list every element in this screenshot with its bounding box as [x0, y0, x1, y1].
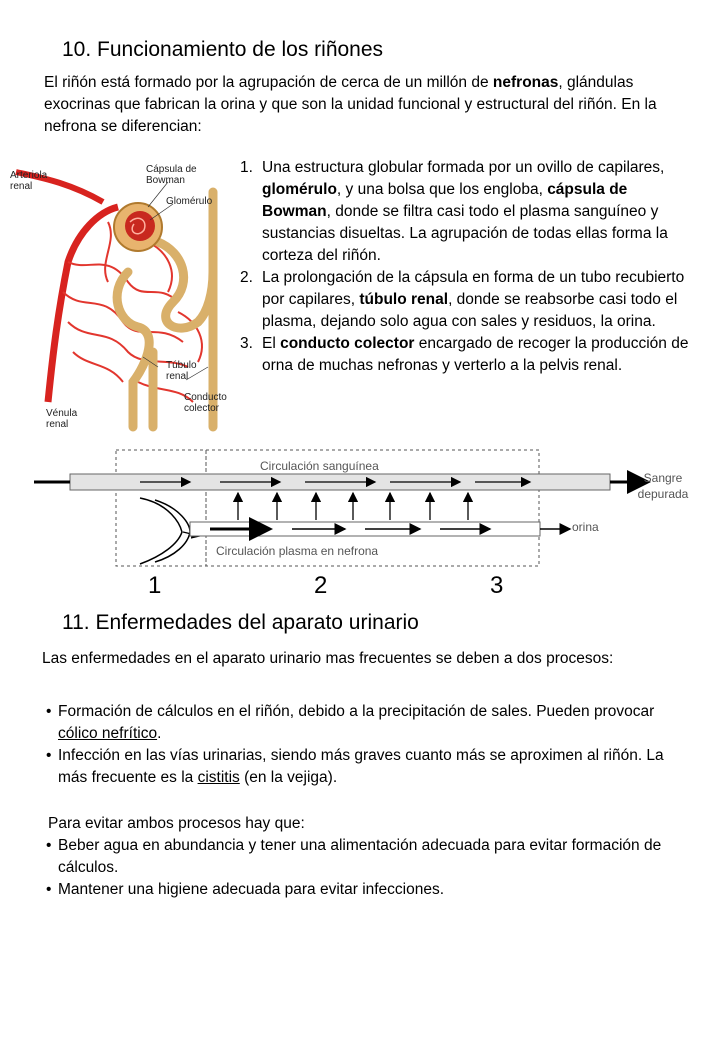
bullet-icon: • [46, 747, 52, 764]
nephron-parts-list [240, 157, 700, 377]
prevent-intro: Para evitar ambos procesos hay que: [48, 815, 305, 832]
item-text: Infección en las vías urinarias, siendo más graves cuanto más se aproximen al riñón. La más frecuente es la [58, 747, 664, 786]
item-text: Formación de cálculos en el riñón, debido a la precipitación de sales. Pueden provocar [58, 703, 655, 720]
label-capsula: Cápsula de Bowman [146, 164, 197, 186]
bullet-icon: • [46, 837, 52, 854]
prevention-list [46, 835, 686, 901]
item-bold: túbulo renal [359, 291, 449, 308]
nephron-drawing [8, 152, 238, 432]
item-text: Mantener una higiene adecuada para evitar infecciones. [58, 881, 445, 898]
label-sangre-depurada: Sangre depurada [637, 471, 689, 501]
list-item [46, 701, 686, 745]
label-venula: Vénula renal [46, 408, 78, 430]
bullet-icon: • [46, 703, 52, 720]
section-11-title: 11. Enfermedades del aparato urinario [62, 611, 419, 634]
label-circulacion-sanguinea: Circulación sanguínea [260, 459, 379, 473]
label-circulacion-plasma: Circulación plasma en nefrona [216, 544, 379, 558]
list-number: 1. [240, 159, 253, 176]
label-glomerulo: Glomérulo [166, 196, 213, 207]
intro-text-2: , glándulas exocrinas que fabrican la orina y que son la unidad funcional y estructural del riñón. En la nefrona se diferencian: [44, 74, 657, 135]
list-item [46, 835, 686, 879]
item-text: La prolongación de la cápsula en forma de un tubo recubierto por capilares, [262, 269, 685, 308]
intro-text: El riñón está formado por la agrupación de cerca de un millón de [44, 74, 493, 91]
item-text: , donde se filtra casi todo el plasma sanguíneo y sustancias disueltas. La agrupación de todas ellas forma la corteza del riñón. [262, 203, 668, 264]
item-text: encargado de recoger la producción de orna de muchas nefronas y verterlo a la pelvis renal. [262, 335, 689, 374]
list-item [46, 745, 686, 789]
list-item [240, 157, 700, 267]
disease-list [46, 701, 686, 789]
item-text: El [262, 335, 281, 352]
section-10-title: 10. Funcionamiento de los riñones [62, 38, 384, 61]
section-11-intro: Las enfermedades en el aparato urinario mas frecuentes se deben a dos procesos: [42, 650, 614, 667]
list-number: 3. [240, 335, 253, 352]
item-text: , donde se reabsorbe casi todo el plasma, dejando solo agua con sales y residuos, la orina. [262, 291, 678, 330]
item-bold: cápsula de Bowman [262, 181, 628, 220]
section-10-intro [44, 72, 684, 138]
item-text: , y una bolsa que los engloba, [336, 181, 548, 198]
bullet-icon: • [46, 881, 52, 898]
diagram-number-2: 2 [314, 572, 328, 599]
item-text: Beber agua en abundancia y tener una alimentación adecuada para evitar formación de cálculos. [58, 837, 662, 876]
item-text: . [157, 725, 162, 742]
list-item [240, 333, 700, 377]
item-bold: glomérulo [262, 181, 337, 198]
item-underlined: cistitis [197, 769, 240, 786]
label-orina: orina [572, 520, 599, 534]
diagram-number-1: 1 [148, 572, 162, 599]
list-number: 2. [240, 269, 253, 286]
item-bold: conducto colector [280, 335, 415, 352]
intro-bold: nefronas [492, 74, 559, 91]
nephron-illustration [8, 152, 238, 432]
label-arteriola: Arteriola renal [10, 170, 48, 192]
item-underlined: cólico nefrítico [58, 725, 158, 742]
filtration-diagram [30, 444, 710, 604]
diagram-number-3: 3 [490, 572, 504, 599]
item-text: Una estructura globular formada por un ovillo de capilares, [262, 159, 665, 176]
list-item [240, 267, 700, 333]
label-tubulo: Túbulo renal [166, 360, 197, 382]
list-item [46, 879, 686, 901]
item-text: (en la vejiga). [239, 769, 338, 786]
label-conducto: Conducto colector [184, 392, 227, 414]
